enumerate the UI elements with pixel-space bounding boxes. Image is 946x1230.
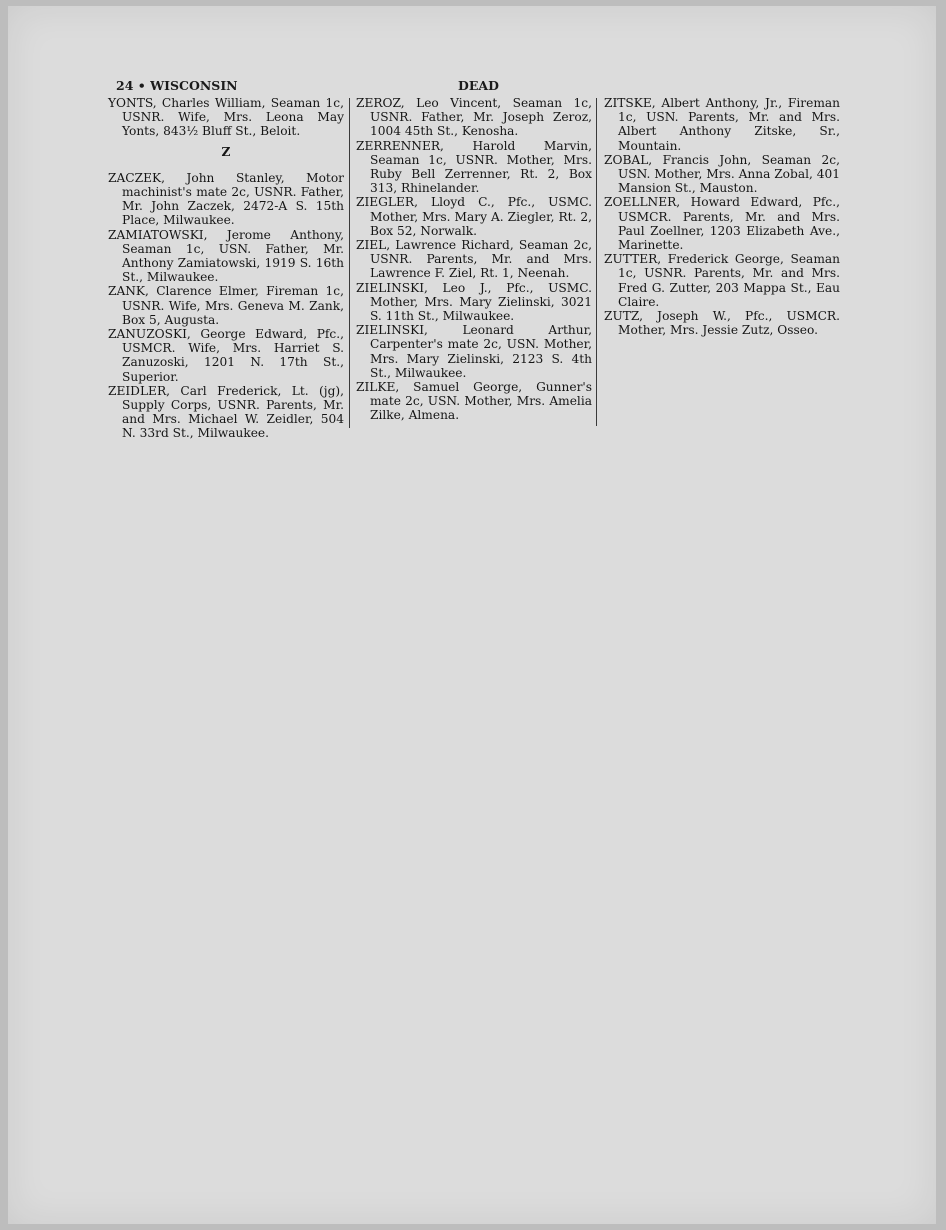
list-item: ZAMIATOWSKI, Jerome Anthony, Seaman 1c, USN. Father, Mr. Anthony Zamiatowski, 1919 S. 16th St., Milwaukee. [108, 227, 344, 285]
header-bullet: • [137, 78, 146, 93]
column-divider [349, 98, 350, 428]
list-item: ZIELINSKI, Leo J., Pfc., USMC. Mother, Mrs. Mary Zielinski, 3021 S. 11th St., Milwaukee. [356, 280, 592, 324]
list-item: ZACZEK, John Stanley, Motor machinist's mate 2c, USNR. Father, Mr. John Zaczek, 2472-A S. 15th Place, Milwaukee. [108, 170, 344, 228]
section-title: DEAD [458, 78, 499, 93]
header-left [116, 78, 238, 93]
page-header [116, 78, 856, 96]
column-3 [604, 96, 840, 337]
column-divider [596, 98, 597, 426]
list-item: ZOELLNER, Howard Edward, Pfc., USMCR. Parents, Mr. and Mrs. Paul Zoellner, 1203 Elizabeth Ave., Marinette. [604, 195, 840, 253]
list-item: ZANUZOSKI, George Edward, Pfc., USMCR. Wife, Mrs. Harriet S. Zanuzoski, 1201 N. 17th St., Superior. [108, 327, 344, 384]
list-item: ZOBAL, Francis John, Seaman 2c, USN. Mother, Mrs. Anna Zobal, 401 Mansion St., Mauston. [604, 152, 840, 196]
state-name: WISCONSIN [150, 78, 238, 93]
list-item: YONTS, Charles William, Seaman 1c, USNR. Wife, Mrs. Leona May Yonts, 843½ Bluff St., Beloit. [108, 96, 344, 139]
list-item: ZIEGLER, Lloyd C., Pfc., USMC. Mother, Mrs. Mary A. Ziegler, Rt. 2, Box 52, Norwalk. [356, 195, 592, 238]
list-item: ZEROZ, Leo Vincent, Seaman 1c, USNR. Father, Mr. Joseph Zeroz, 1004 45th St., Kenosha. [356, 96, 592, 139]
list-item: ZEIDLER, Carl Frederick, Lt. (jg), Supply Corps, USNR. Parents, Mr. and Mrs. Michael W. Zeidler, 504 N. 33rd St., Milwaukee. [108, 383, 344, 441]
column-1 [108, 96, 344, 441]
list-item: ZUTTER, Frederick George, Seaman 1c, USNR. Parents, Mr. and Mrs. Fred G. Zutter, 203 Mappa St., Eau Claire. [604, 252, 840, 309]
list-item: ZUTZ, Joseph W., Pfc., USMCR. Mother, Mrs. Jessie Zutz, Osseo. [604, 309, 840, 338]
list-item: ZITSKE, Albert Anthony, Jr., Fireman 1c, USN. Parents, Mr. and Mrs. Albert Anthony Zitske, Sr., Mountain. [604, 96, 840, 153]
list-item: ZANK, Clarence Elmer, Fireman 1c, USNR. Wife, Mrs. Geneva M. Zank, Box 5, Augusta. [108, 284, 344, 327]
page-number: 24 [116, 78, 134, 93]
list-item: ZIEL, Lawrence Richard, Seaman 2c, USNR. Parents, Mr. and Mrs. Lawrence F. Ziel, Rt. 1, Neenah. [356, 238, 592, 281]
list-item: ZERRENNER, Harold Marvin, Seaman 1c, USNR. Mother, Mrs. Ruby Bell Zerrenner, Rt. 2, Box 313, Rhinelander. [356, 138, 592, 196]
section-letter: Z [221, 144, 231, 159]
list-item: ZILKE, Samuel George, Gunner's mate 2c, USN. Mother, Mrs. Amelia Zilke, Almena. [356, 380, 592, 423]
column-2 [356, 96, 592, 423]
list-item: ZIELINSKI, Leonard Arthur, Carpenter's mate 2c, USN. Mother, Mrs. Mary Zielinski, 2123 S. 4th St., Milwaukee. [356, 323, 592, 380]
